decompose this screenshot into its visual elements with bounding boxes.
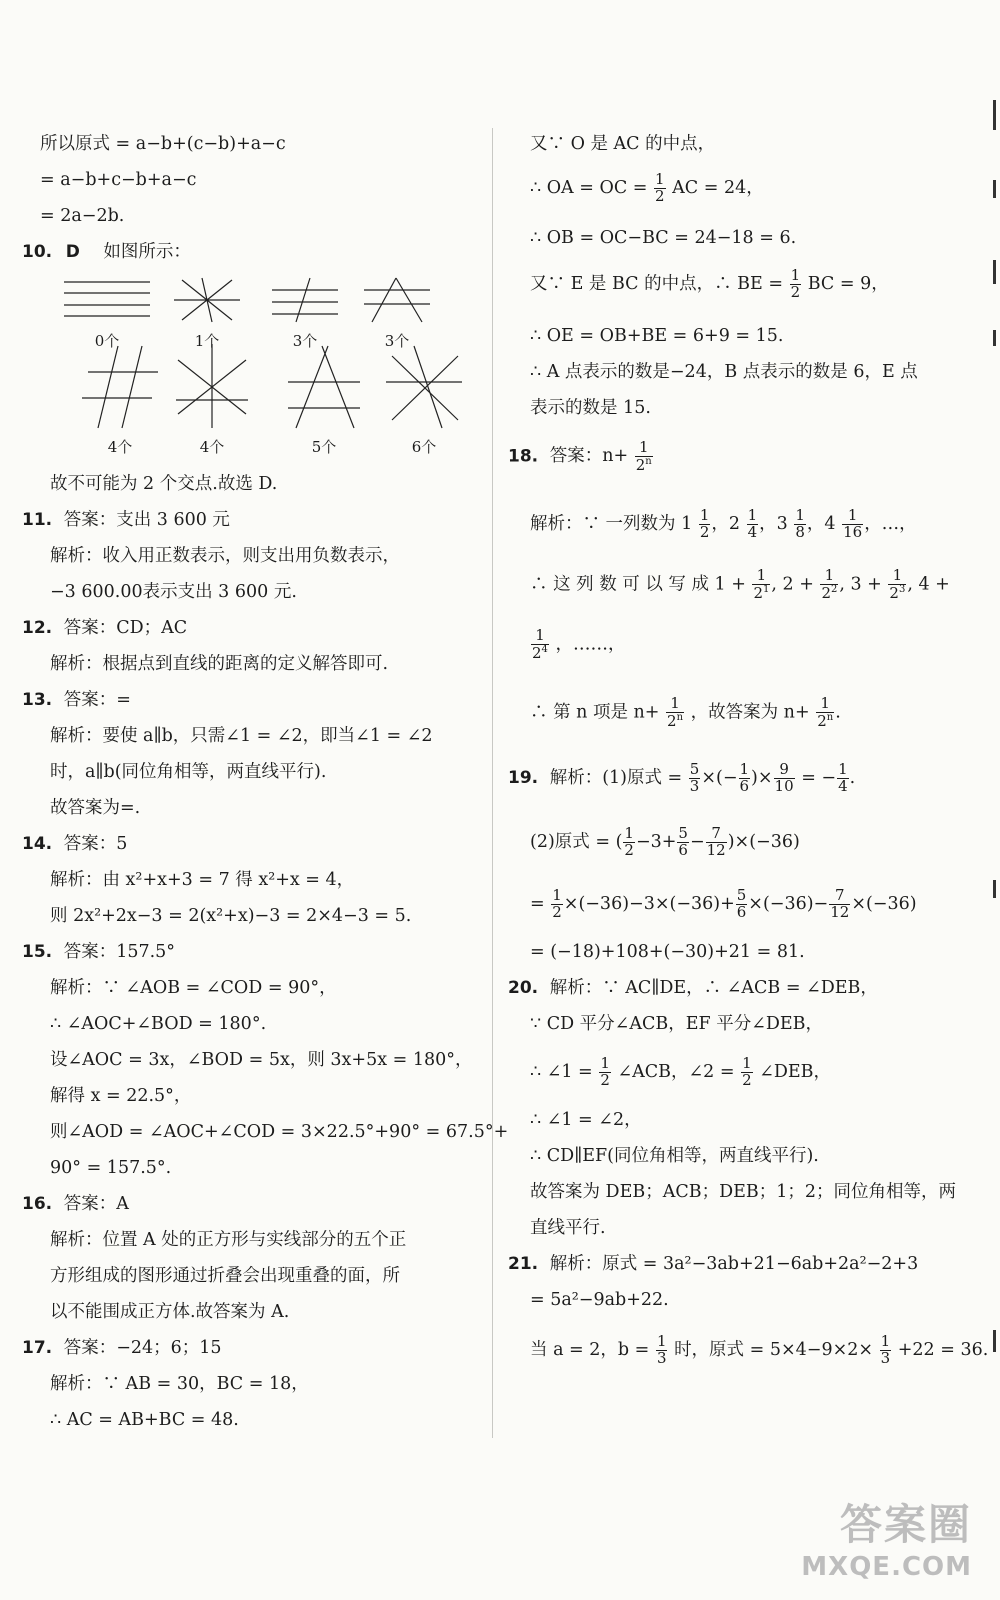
q13-answer: 答案：=	[63, 690, 131, 710]
q15-exp5: 则∠AOD = ∠AOC+∠COD = 3×22.5°+90° = 67.5°+	[50, 1122, 509, 1142]
text: ∠DEB，	[759, 1061, 832, 1082]
q12-number: 12.	[22, 618, 53, 638]
fraction: $\frac{1}{2^n}$	[667, 694, 684, 730]
q17-cont-3: ∴ OB = OC−BC = 24−18 = 6.	[530, 228, 797, 248]
q21-line1	[508, 1254, 918, 1275]
q10-conclusion: 故不可能为 2 个交点.故选 D.	[50, 474, 278, 494]
q12-answer: 答案：CD；AC	[63, 618, 188, 638]
fraction: $\frac{5}{6}$	[678, 824, 688, 859]
figure-caption: 3个	[292, 332, 318, 350]
fraction: $\frac{1}{2}$	[624, 824, 634, 859]
q9-line1: 所以原式 = a−b+(c−b)+a−c	[40, 134, 286, 154]
q15-exp1: 解析：∵ ∠AOB = ∠COD = 90°，	[50, 978, 337, 998]
q18-number: 18.	[508, 446, 539, 467]
scan-edge-mark	[993, 1330, 996, 1352]
q16-heading	[22, 1194, 129, 1215]
fraction: $\frac{1}{3}$	[656, 1332, 667, 1367]
fraction: $\frac{1}{3}$	[880, 1332, 891, 1367]
fraction: $\frac{5}{3}$	[689, 760, 700, 795]
figure-caption: 4个	[107, 438, 133, 456]
q15-exp4: 解得 x = 22.5°，	[50, 1086, 192, 1106]
q17-answer: 答案：−24；6；15	[63, 1338, 222, 1358]
watermark-url: MXQE.COM	[801, 1552, 972, 1582]
fraction: $\frac{1}{2^1}$	[753, 566, 770, 602]
q17-number: 17.	[22, 1338, 53, 1358]
q13-exp2: 时，a∥b(同位角相等，两直线平行).	[50, 762, 327, 782]
text: +22 = 36.	[897, 1339, 989, 1360]
q16-exp2: 方形组成的图形通过折叠会出现重叠的面，所	[50, 1266, 400, 1286]
q19-line4: = (−18)+108+(−30)+21 = 81.	[530, 942, 805, 962]
q19-line1: 19. 解析：(1)原式 = $\frac{5}{3}$ ×(− $\frac{1}{6}$ )× $\frac{9}{10}$ = − $\frac{1}{4}$ .	[508, 760, 856, 795]
figure-three-a	[270, 276, 340, 351]
text: 解析：原式 = 3a²−3ab+21−6ab+2a²−2+3	[549, 1254, 919, 1274]
q21-line2: = 5a²−9ab+22.	[530, 1290, 669, 1310]
q14-number: 14.	[22, 834, 53, 854]
q10-intro: 如图所示：	[103, 242, 191, 262]
fraction: $\frac{5}{6}$	[736, 886, 747, 921]
text: 解析：(1)原式 =	[549, 767, 683, 788]
figure-caption: 3个	[384, 332, 410, 350]
q15-exp2: ∴ ∠AOC+∠BOD = 180°.	[50, 1014, 267, 1034]
q13-heading	[22, 690, 131, 711]
fraction: $\frac{1}{8}$	[795, 506, 805, 541]
q18-exp1: 解析：∵ 一列数为 1 $\frac{1}{2}$ ，2 $\frac{1}{4}$ ，3 $\frac{1}{8}$ ，4 $\frac{1}{16}$ ，…，	[530, 506, 917, 541]
q14-exp1: 解析：由 x²+x+3 = 7 得 x²+x = 4，	[50, 870, 355, 890]
q20-line6: 故答案为 DEB；ACB；DEB；1；2；同位角相等，两	[530, 1182, 957, 1202]
q10-number: 10.	[22, 242, 53, 262]
fraction-one-half: $\frac{1}{2}$	[790, 266, 801, 301]
q18-exp3	[530, 628, 626, 662]
fraction: $\frac{1}{2}$	[552, 886, 562, 921]
figure-four-b	[174, 342, 250, 457]
q20-line2: ∵ CD 平分∠ACB，EF 平分∠DEB，	[530, 1014, 824, 1034]
figure-four-a	[80, 342, 160, 457]
q18-exp2: ∴ 这 列 数 可 以 写 成 1 + $\frac{1}{2^1}$ , 2 + $\frac{1}{2^2}$ , 3 + $\frac{1}{2^3}$ , 4 +	[530, 566, 950, 602]
q17-cont-1: 又∵ O 是 AC 的中点，	[530, 134, 716, 154]
q17-cont-2	[530, 172, 764, 205]
q16-exp1: 解析：位置 A 处的正方形与实线部分的五个正	[50, 1230, 407, 1250]
figure-caption: 5个	[311, 438, 337, 456]
q15-answer: 答案：157.5°	[63, 942, 176, 962]
scan-edge-mark	[993, 180, 996, 198]
fraction: $\frac{1}{6}$	[739, 760, 750, 795]
fraction: $\frac{1}{16}$	[843, 506, 863, 541]
figure-caption: 1个	[194, 332, 220, 350]
q17-heading	[22, 1338, 222, 1359]
watermark-title: 答案圈	[839, 1500, 972, 1549]
scan-edge-mark	[993, 880, 996, 898]
watermark-logo	[801, 1492, 972, 1582]
text: BC = 9，	[807, 273, 889, 294]
q11-heading	[22, 510, 230, 531]
q14-exp2: 则 2x²+2x−3 = 2(x²+x)−3 = 2×4−3 = 5.	[50, 906, 412, 926]
q12-heading	[22, 618, 187, 639]
fraction-1-over-2n: $\frac{1}{2^n}$	[635, 438, 652, 474]
q20-line5: ∴ CD∥EF(同位角相等，两直线平行).	[530, 1146, 819, 1166]
figure-parallel-0	[62, 276, 152, 351]
q18-heading	[508, 440, 654, 474]
scan-edge-mark	[993, 100, 996, 130]
fraction: $\frac{9}{10}$	[774, 760, 794, 795]
figure-caption: 0个	[94, 332, 120, 350]
q18-answer: 答案：n+	[549, 446, 629, 467]
q15-heading	[22, 942, 175, 963]
text: ，故答案为 n+	[690, 702, 810, 723]
figure-caption: 4个	[199, 438, 225, 456]
fraction: $\frac{1}{2}$	[742, 1054, 752, 1089]
q12-exp: 解析：根据点到直线的距离的定义解答即可.	[50, 654, 389, 674]
text: (2)原式 =	[530, 831, 611, 852]
q20-line1	[508, 978, 878, 999]
fraction: $\frac{1}{2}$	[699, 506, 710, 541]
text: ∴ 第 n 项是 n+	[530, 702, 660, 723]
text: ，……，	[555, 634, 626, 655]
text: 时，原式 = 5×4−9×2×	[674, 1339, 874, 1360]
column-divider	[492, 128, 493, 1438]
q16-number: 16.	[22, 1194, 53, 1214]
fraction: $\frac{7}{12}$	[830, 886, 850, 921]
fraction: $\frac{1}{4}$	[838, 760, 848, 795]
q13-number: 13.	[22, 690, 53, 710]
q13-exp1: 解析：要使 a∥b，只需∠1 = ∠2，即当∠1 = ∠2	[50, 726, 433, 746]
fraction: $\frac{1}{2}$	[600, 1054, 610, 1089]
q11-exp2: −3 600.00表示支出 3 600 元.	[50, 582, 297, 602]
text: 解析：∵ 一列数为 1	[530, 513, 693, 534]
q17-cont-6: ∴ A 点表示的数是−24，B 点表示的数是 6，E 点	[530, 362, 918, 382]
q17-cont-4	[530, 268, 889, 301]
q19-line2: (2)原式 = ( $\frac{1}{2}$ −3+ $\frac{5}{6}$ − $\frac{7}{12}$ )×(−36)	[530, 824, 800, 859]
q10-answer: D	[65, 242, 80, 262]
fraction: $\frac{7}{12}$	[706, 824, 726, 859]
q15-number: 15.	[22, 942, 53, 962]
q17-exp1: 解析：∵ AB = 30，BC = 18，	[50, 1374, 309, 1394]
text: ∴ ∠1 =	[530, 1061, 593, 1082]
q9-line2: = a−b+c−b+a−c	[40, 170, 197, 190]
scan-edge-mark	[993, 260, 996, 284]
q10-heading	[22, 242, 191, 263]
fraction: $\frac{1}{2^3}$	[889, 566, 906, 602]
q9-line3: = 2a−2b.	[40, 206, 125, 226]
q19-line3: = $\frac{1}{2}$ ×(−36)−3×(−36)+ $\frac{5}{6}$ ×(−36)− $\frac{7}{12}$ ×(−36)	[530, 886, 917, 921]
q20-line4: ∴ ∠1 = ∠2，	[530, 1110, 642, 1130]
q17-exp2: ∴ AC = AB+BC = 48.	[50, 1410, 239, 1430]
q14-answer: 答案：5	[63, 834, 128, 854]
figure-five	[286, 342, 362, 457]
q16-exp3: 以不能围成正方体.故答案为 A.	[50, 1302, 290, 1322]
q15-exp3: 设∠AOC = 3x，∠BOD = 5x，则 3x+5x = 180°，	[50, 1050, 473, 1070]
fraction: $\frac{1}{2^n}$	[817, 694, 834, 730]
q11-answer: 答案：支出 3 600 元	[63, 510, 230, 530]
q13-exp3: 故答案为=.	[50, 798, 141, 818]
q18-exp4: ∴ 第 n 项是 n+ $\frac{1}{2^n}$ ，故答案为 n+ $\frac{1}{2^n}$ .	[530, 694, 841, 730]
q20-number: 20.	[508, 978, 539, 998]
text: AC = 24，	[672, 177, 764, 198]
fraction: $\frac{1}{2^4}$	[532, 626, 548, 662]
q16-answer: 答案：A	[63, 1194, 129, 1214]
figure-three-b	[362, 276, 432, 351]
text: ∠ACB，∠2 =	[617, 1061, 735, 1082]
q21-line3	[530, 1334, 988, 1367]
text: 当 a = 2，b =	[530, 1339, 650, 1360]
figure-six	[384, 342, 464, 457]
fraction: $\frac{1}{2^2}$	[821, 566, 838, 602]
q10-figure-row-2	[22, 342, 478, 457]
fraction-one-half: $\frac{1}{2}$	[655, 170, 665, 205]
q11-exp1: 解析：收入用正数表示，则支出用负数表示，	[50, 546, 400, 566]
q20-line3	[530, 1056, 831, 1089]
q11-number: 11.	[22, 510, 53, 530]
scan-edge-mark	[993, 330, 996, 346]
q21-number: 21.	[508, 1254, 539, 1274]
text: 解析：∵ AC∥DE，∴ ∠ACB = ∠DEB，	[549, 978, 878, 998]
q10-figure-row-1	[22, 276, 478, 352]
q14-heading	[22, 834, 127, 855]
fraction: $\frac{1}{4}$	[747, 506, 758, 541]
q20-line7: 直线平行.	[530, 1218, 606, 1238]
figure-caption: 6个	[411, 438, 437, 456]
text: ∴ 这 列 数 可 以 写 成 1 +	[530, 574, 746, 595]
q19-number: 19.	[508, 767, 539, 788]
q17-cont-7: 表示的数是 15.	[530, 398, 651, 418]
figure-concurrent-1	[172, 276, 242, 351]
text: ∴ OA = OC =	[530, 177, 648, 198]
q15-exp6: 90° = 157.5°.	[50, 1158, 172, 1178]
q17-cont-5: ∴ OE = OB+BE = 6+9 = 15.	[530, 326, 784, 346]
text: 又∵ E 是 BC 的中点，∴ BE =	[530, 273, 784, 294]
text: ×(−36)−3×(−36)+	[563, 893, 735, 914]
